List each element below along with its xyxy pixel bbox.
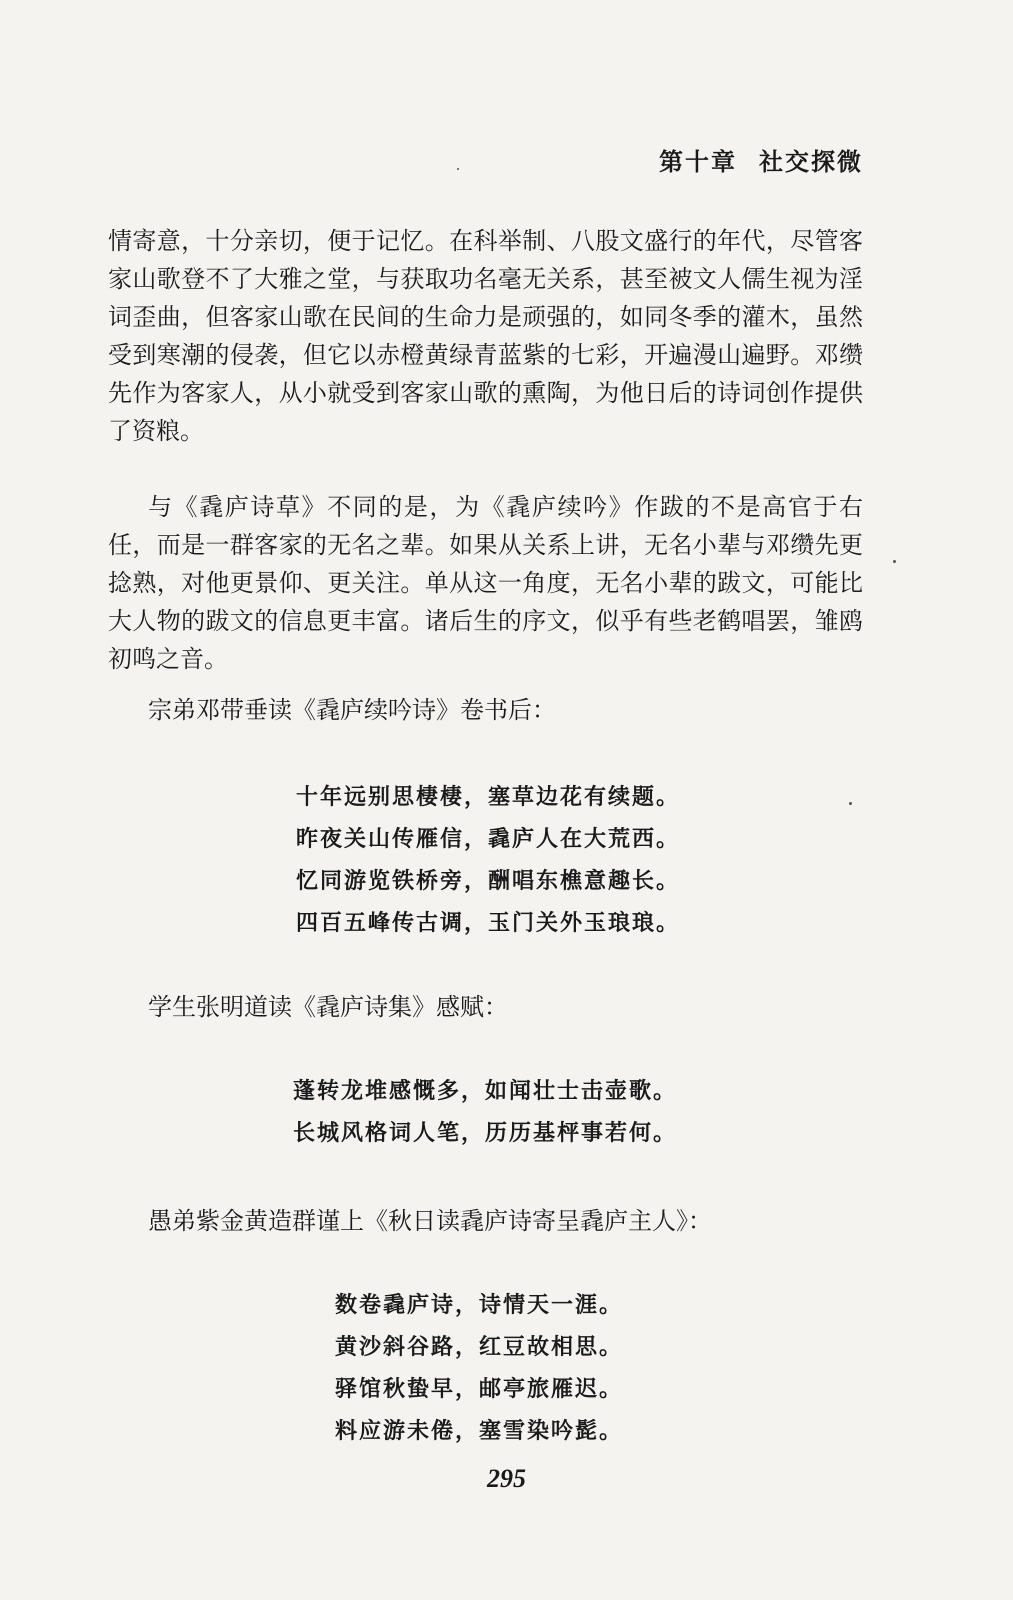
poem-1: [296, 776, 680, 944]
scan-speck: [849, 802, 852, 805]
poem-line: 忆同游览铁桥旁，酬唱东樵意趣长。: [296, 868, 681, 894]
poem-line: 料应游未倦，塞雪染吟髭。: [335, 1418, 624, 1444]
scan-speck: [893, 560, 896, 563]
poem-line: 四百五峰传古调，玉门关外玉琅琅。: [296, 910, 681, 936]
poem-3: [335, 1284, 623, 1452]
body-paragraph-1-block: [108, 222, 863, 450]
poem-intro-2: 学生张明道读《毳庐诗集》感赋：: [148, 993, 508, 1021]
poem-line: 驿馆秋蛰早，邮亭旅雁迟。: [335, 1376, 624, 1402]
poem-line: 数卷毳庐诗，诗情天一涯。: [335, 1292, 624, 1318]
chapter-label: 第十章: [659, 147, 737, 176]
poem-intro-3: 愚弟紫金黄造群谨上《秋日读毳庐诗寄呈毳庐主人》：: [148, 1207, 712, 1235]
poem-intro-1: 宗弟邓带垂读《毳庐续吟诗》卷书后：: [148, 696, 556, 724]
poem-2: [293, 1070, 677, 1154]
body-paragraph: 与《毳庐诗草》不同的是，为《毳庐续吟》作跋的不是高官于右任，而是一群客家的无名之辈。如果从关系上讲，无名小辈与邓缵先更捻熟，对他更景仰、更关注。单从这一角度，无名小辈的跋文，可能比大人物的跋文的信息更丰富。诸后生的序文，似乎有些老鹤唱罢，雏鸥初鸣之音。: [108, 493, 863, 673]
poem-line: 昨夜关山传雁信，毳庐人在大荒西。: [296, 826, 681, 852]
running-head: [659, 142, 863, 177]
poem-line: 蓬转龙堆感慨多，如闻壮士击壶歌。: [293, 1078, 678, 1104]
poem-line: 十年远别思棲棲，塞草边花有续题。: [296, 784, 681, 810]
poem-line: 黄沙斜谷路，红豆故相思。: [335, 1334, 624, 1360]
chapter-title: 社交探微: [759, 147, 863, 176]
poem-line: 长城风格词人笔，历历基枰事若何。: [293, 1120, 678, 1146]
page-number: 295: [487, 1464, 526, 1493]
body-paragraph-2-block: [108, 488, 863, 678]
body-paragraph: 情寄意，十分亲切，便于记忆。在科举制、八股文盛行的年代，尽管客家山歌登不了大雅之堂，与获取功名毫无关系，甚至被文人儒生视为淫词歪曲，但客家山歌在民间的生命力是顽强的，如同冬季的灌木，虽然受到寒潮的侵袭，但它以赤橙黄绿青蓝紫的七彩，开遍漫山遍野。邓缵先作为客家人，从小就受到客家山歌的熏陶，为他日后的诗词创作提供了资粮。: [108, 227, 863, 445]
scan-speck: [457, 168, 459, 170]
